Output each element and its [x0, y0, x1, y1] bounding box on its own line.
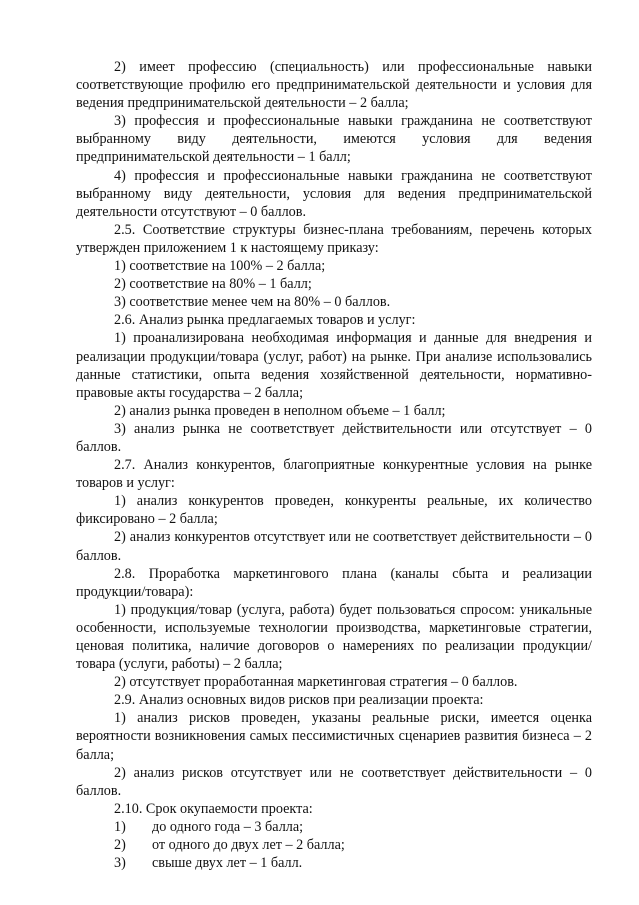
- list-text: до одного года – 3 балла;: [152, 818, 304, 835]
- list-item: [76, 854, 592, 872]
- paragraph: 2) анализ конкурентов отсутствует или не соответствует действительности – 0 баллов.: [76, 529, 592, 564]
- paragraph: 1) проанализирована необходимая информация и данные для внедрения и реализации продукции/товара (услуг, работ) на рынке. При анализе использовались данные статистики, опыта ведения хозяйственной деятельности, нормативно-правовые акты государства – 2 балла;: [76, 330, 592, 401]
- list-number: 1): [114, 818, 126, 835]
- list-number: 3): [114, 855, 126, 872]
- paragraph: 3) профессия и профессиональные навыки гражданина не соответствуют выбранному виду деятельности, имеются условия для ведения предпринимательской деятельности – 1 балл;: [76, 113, 592, 166]
- paragraph: 2) соответствие на 80% – 1 балл;: [114, 276, 312, 293]
- list-number: 2): [114, 837, 126, 854]
- paragraph: 1) анализ конкурентов проведен, конкуренты реальные, их количество фиксировано – 2 балла;: [76, 493, 592, 528]
- paragraph: 1) продукция/товар (услуга, работа) будет пользоваться спросом: уникальные особенности, используемые технологии производства, маркетинговые стратегии, ценовая политика, наличие договоров о намерениях по реализации продукции/товара (услуги, работы) – 2 балла;: [76, 601, 592, 673]
- paragraph: 4) профессия и профессиональные навыки гражданина не соответствуют выбранному виду деятельности, условия для ведения предпринимательской деятельности отсутствуют – 0 баллов.: [76, 167, 592, 220]
- section-heading: 2.10. Срок окупаемости проекта:: [114, 800, 313, 817]
- paragraph: 2) анализ рисков отсутствует или не соответствует действительности – 0 баллов.: [76, 764, 592, 799]
- paragraph: 1) анализ рисков проведен, указаны реальные риски, имеется оценка вероятности возникновения самых пессимистичных сценариев развития бизнеса – 2 балла;: [76, 710, 592, 763]
- section-heading: 2.6. Анализ рынка предлагаемых товаров и услуг:: [114, 312, 416, 329]
- document-page: [76, 58, 592, 872]
- section-heading: 2.5. Соответствие структуры бизнес-плана требованиям, перечень которых утвержден приложением 1 к настоящему приказу:: [76, 221, 592, 256]
- section-heading: 2.8. Проработка маркетингового плана (каналы сбыта и реализации продукции/товара):: [76, 565, 592, 600]
- list-item: [76, 836, 592, 854]
- list-text: от одного до двух лет – 2 балла;: [152, 837, 345, 854]
- section-heading: 2.9. Анализ основных видов рисков при реализации проекта:: [114, 692, 484, 709]
- paragraph: 3) анализ рынка не соответствует действительности или отсутствует – 0 баллов.: [76, 420, 592, 455]
- paragraph: 3) соответствие менее чем на 80% – 0 баллов.: [114, 294, 391, 311]
- list-item: [76, 818, 592, 836]
- section-heading: 2.7. Анализ конкурентов, благоприятные конкурентные условия на рынке товаров и услуг:: [76, 457, 592, 492]
- list-text: свыше двух лет – 1 балл.: [152, 855, 303, 872]
- paragraph: 2) отсутствует проработанная маркетинговая стратегия – 0 баллов.: [114, 674, 518, 691]
- paragraph: 2) имеет профессию (специальность) или профессиональные навыки соответствующие профилю его предпринимательской деятельности и условия для ведения предпринимательской деятельности – 2 балла;: [76, 59, 592, 112]
- paragraph: 2) анализ рынка проведен в неполном объеме – 1 балл;: [114, 402, 446, 419]
- paragraph: 1) соответствие на 100% – 2 балла;: [114, 258, 326, 275]
